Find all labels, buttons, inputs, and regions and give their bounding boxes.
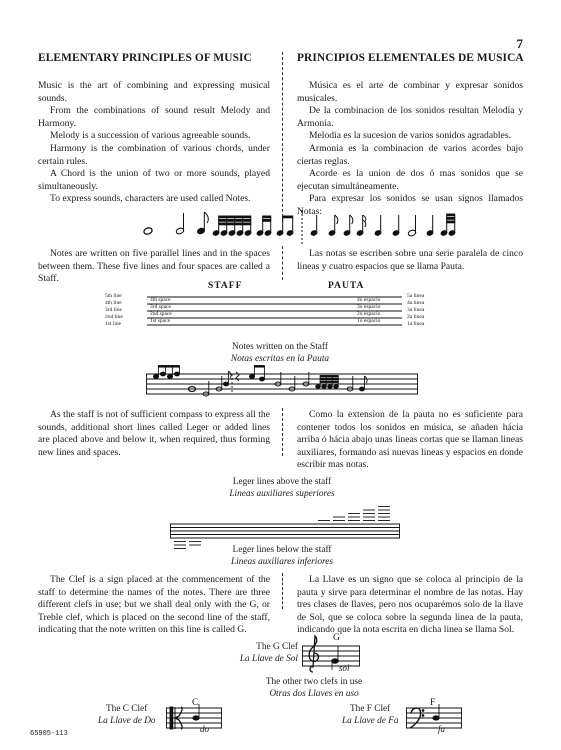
intro-english	[38, 80, 270, 206]
column-divider	[282, 408, 283, 456]
staff-title: STAFF	[208, 281, 243, 291]
staff-text-spanish	[297, 248, 523, 273]
paragraph: Armonia es la combinacion de varios acordes bajo ciertas reglas.	[297, 142, 523, 167]
leger-text-english	[38, 409, 270, 459]
paragraph: Harmony is the combination of various chords, under certain rules.	[38, 142, 270, 167]
g-clef-staff	[302, 634, 360, 674]
column-divider	[282, 52, 283, 222]
column-divider	[282, 246, 283, 280]
paragraph: Melody is a succession of various agreeable sounds.	[50, 130, 251, 142]
staff-line-label-es: 1a linea	[407, 321, 425, 327]
paragraph: A Chord is the union of two or more sounds, played simultaneously.	[38, 168, 270, 192]
paragraph: As the staff is not of sufficient compass to express all the sounds, additional short lines called Leger or added lines are placed above and below it, when required, thus forming new lines and spaces.	[38, 409, 270, 458]
staff-line-label-es: 5a linea	[407, 293, 425, 299]
clef-text-english	[38, 574, 270, 637]
paragraph: Las notas se escriben sobre una serie paralela de cinco lineas y cuatro espacios que se llama Pauta.	[297, 248, 523, 272]
note-values-figure	[138, 205, 538, 247]
staff-space-label-en: 1st space	[150, 318, 171, 324]
footer-code: 65905-113	[30, 730, 68, 738]
staff-diagram	[105, 294, 440, 328]
leger-below-caption: Leger lines below the staff	[232, 545, 332, 555]
intro-spanish	[297, 80, 523, 219]
leger-above-caption-spanish: Lineas auxiliares superiores	[229, 489, 335, 499]
paragraph: La Llave es un signo que se coloca al principio de la pauta y sirve para determinar el nombre de las notas. Hay tres clases de llaves, pero nos ocuparémos solo de la llave de Sol, que se coloca sobre la segunda linea de la pauta, indicando que la nota escrita en dicha linea se llama Sol.	[297, 574, 523, 636]
paragraph: Como la extension de la pauta no es suficiente para contener todos los sonidos en música, se añaden hácia arriba ó hácia abajo unas lineas cortas que se llaman lineas auxiliares, formando asi nuevas lineas y espacios en donde escribir mas notas.	[297, 409, 523, 471]
paragraph: Music is the art of combining and expressing musical sounds.	[38, 80, 270, 104]
paragraph: Acorde es la union de dos ó mas sonidos que se ejecutan simultáneamente.	[297, 168, 523, 192]
other-clefs-caption: The other two clefs in use	[265, 677, 363, 687]
staff-line-label-en: 1st line	[105, 321, 122, 327]
leger-text-spanish	[297, 409, 523, 472]
paragraph: Notes are written on five parallel lines and in the spaces between them. These five lines and four spaces are called a Staff.	[38, 248, 270, 285]
other-clefs-caption-spanish: Otras dos Llaves en uso	[269, 689, 359, 699]
notes-on-staff-caption-spanish: Notas escritas en la Pauta	[230, 354, 330, 364]
c-clef-label: The C Clef	[106, 704, 148, 714]
leger-below-caption-spanish: Lineas auxiliares inferiores	[230, 557, 334, 567]
staff-space-label-es: 1o espacio	[357, 318, 381, 324]
staff-space-label-es: 3o espacio	[357, 304, 381, 310]
f-clef-note-name: fa	[438, 724, 446, 734]
staff-line-label-es: 2a linea	[407, 314, 425, 320]
staff-space-label-es: 4o espacio	[357, 297, 381, 303]
staff-space-label-es: 2o espacio	[357, 311, 381, 317]
paragraph: The Clef is a sign placed at the commencement of the staff to determine the names of the notes. There are three different clefs in use; but we shall deal only with the G, or Treble clef, which is placed on the second line of the staff, indicating that the note written on this line is called G.	[38, 574, 270, 636]
c-clef-label-spanish: La Llave de Do	[98, 716, 156, 726]
leger-above-caption: Leger lines above the staff	[232, 477, 332, 487]
leger-lines-figure	[170, 500, 400, 542]
heading-spanish: PRINCIPIOS ELEMENTALES DE MUSICA	[297, 52, 524, 64]
column-divider	[282, 573, 283, 609]
staff-line-label-en: 5th line	[105, 293, 122, 299]
staff-space-label-en: 3rd space	[150, 304, 171, 310]
clef-text-spanish	[297, 574, 523, 637]
staff-space-label-en: 2nd space	[150, 311, 172, 317]
staff-line-label-es: 4a linea	[407, 300, 425, 306]
c-clef-note-letter: C	[192, 698, 199, 708]
c-clef-note-name: do	[200, 724, 209, 734]
f-clef-note-letter: F	[430, 698, 436, 708]
heading-english: ELEMENTARY PRINCIPLES OF MUSIC	[38, 52, 252, 64]
g-clef-note-name: sol	[339, 663, 350, 673]
f-clef-label-spanish: La Llave de Fa	[342, 716, 399, 726]
notes-on-staff-figure	[146, 364, 418, 402]
paragraph: To express sounds, characters are used called Notes.	[50, 193, 251, 205]
pauta-title: PAUTA	[328, 281, 365, 291]
g-clef-note-letter: G	[333, 633, 340, 643]
notes-on-staff-caption: Notes written on the Staff	[232, 342, 328, 352]
paragraph: Melodía es la sucesion de varios sonidos agradables.	[309, 130, 511, 142]
g-clef-label-spanish: La Llave de Sol	[239, 654, 298, 664]
staff-line-label-en: 3rd line	[105, 307, 122, 313]
paragraph: Para expresar los sonidos se usan signos llamados Notas:	[297, 193, 523, 217]
paragraph: Música es el arte de combinar y expresar sonidos musicales.	[297, 80, 523, 104]
page-number: 7	[516, 36, 523, 51]
g-clef-label: The G Clef	[256, 642, 298, 652]
paragraph: From the combinations of sound result Melody and Harmony.	[38, 105, 270, 129]
staff-line-label-en: 4th line	[105, 300, 122, 306]
staff-space-label-en: 4th space	[150, 297, 171, 303]
f-clef-label: The F Clef	[350, 704, 391, 714]
staff-line-label-es: 3a linea	[407, 307, 425, 313]
paragraph: De la combinacion de los sonidos resultan Melodía y Armonía.	[297, 105, 523, 129]
staff-line-label-en: 2nd line	[105, 314, 123, 320]
